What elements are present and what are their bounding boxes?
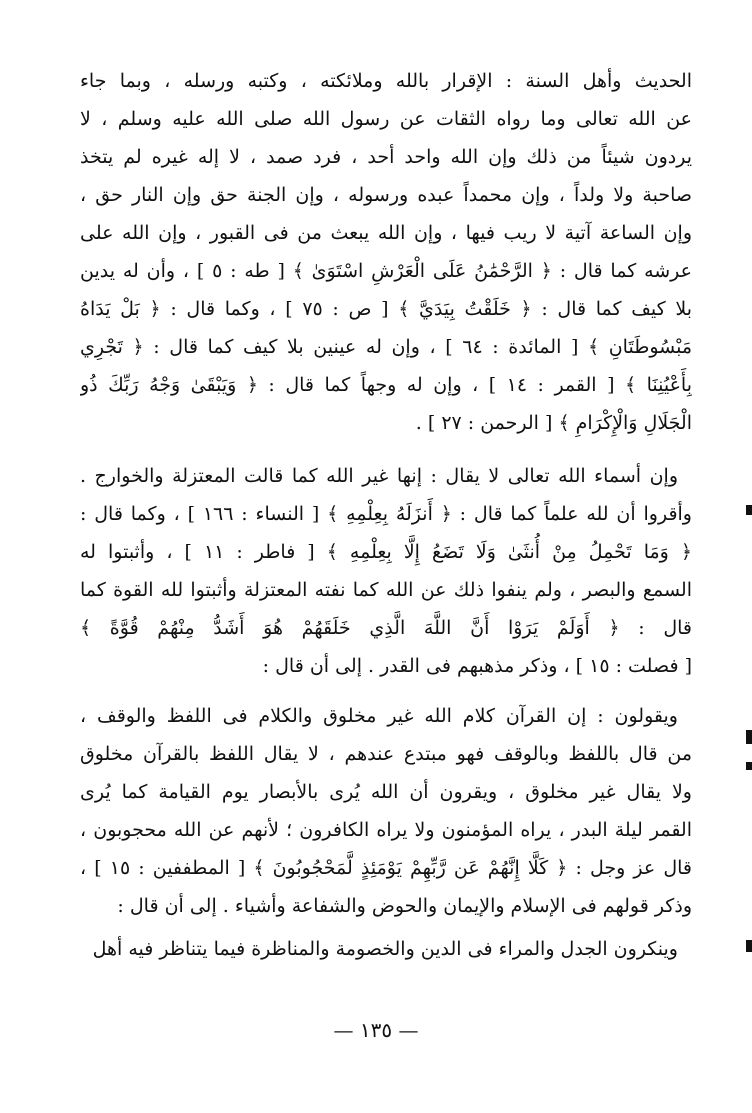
paragraph-1 xyxy=(80,62,692,442)
text-line: الْجَلَالِ وَالْإِكْرَامِ ﴾ [ الرحمن : ٢٧ ] . xyxy=(415,412,692,434)
text-line: بلا كيف كما قال : ﴿ خَلَقْتُ بِيَدَيَّ ﴾ [ ص : ٧٥ ] ، وكما قال : ﴿ بَلْ يَدَاهُ xyxy=(80,298,692,320)
text-line: عن الله تعالى وما رواه الثقات عن رسول الله صلى الله عليه وسلم ، لا xyxy=(80,108,692,130)
scan-edge-mark xyxy=(746,730,752,744)
text-line: قال : ﴿ أَوَلَمْ يَرَوْا أَنَّ اللَّهَ الَّذِي خَلَقَهُمْ هُوَ أَشَدُّ مِنْهُمْ قُوَّةً ﴾ xyxy=(80,617,692,639)
scan-edge-mark xyxy=(746,505,752,515)
text-line: ولا يقال غير مخلوق ، ويقرون أن الله يُرى بالأبصار يوم القيامة كما يُرى xyxy=(80,781,692,803)
text-line: بِأَعْيُنِنَا ﴾ [ القمر : ١٤ ] ، وإن له وجهاً كما قال : ﴿ وَيَبْقَىٰ وَجْهُ رَبِّكَ ذُو xyxy=(80,374,692,396)
text-line: مَبْسُوطَتَانِ ﴾ [ المائدة : ٦٤ ] ، وإن له عينين بلا كيف كما قال : ﴿ تَجْرِي xyxy=(80,336,692,358)
text-line: قال عز وجل : ﴿ كَلَّا إِنَّهُمْ عَن رَّبِّهِمْ يَوْمَئِذٍ لَّمَحْجُوبُونَ ﴾ [ المطففين : ١٥ ] ، xyxy=(80,857,692,879)
text-line: [ فصلت : ١٥ ] ، وذكر مذهبهم فى القدر . إلى أن قال : xyxy=(262,655,692,677)
text-line: وأقروا أن لله علماً كما قال : ﴿ أَنزَلَهُ بِعِلْمِهِ ﴾ [ النساء : ١٦٦ ] ، وكما قال : xyxy=(80,503,692,525)
text-line: يردون شيئاً من ذلك وإن الله واحد أحد ، فرد صمد ، لا إله غيره لم يتخذ xyxy=(80,146,692,168)
text-line: وينكرون الجدل والمراء فى الدين والخصومة والمناظرة فيما يتناظر فيه أهل xyxy=(92,938,678,960)
text-line: من قال باللفظ وبالوقف فهو مبتدع عندهم ، لا يقال اللفظ بالقرآن مخلوق xyxy=(80,743,692,765)
text-line: ﴿ وَمَا تَحْمِلُ مِنْ أُنثَىٰ وَلَا تَضَعُ إِلَّا بِعِلْمِهِ ﴾ [ فاطر : ١١ ] ، وأثبتوا له xyxy=(80,541,692,563)
paragraph-3 xyxy=(80,697,692,925)
paragraph-4 xyxy=(80,930,692,968)
scan-edge-mark xyxy=(746,762,752,770)
text-line: الحديث وأهل السنة : الإقرار بالله وملائكته ، وكتبه ورسله ، وبما جاء xyxy=(80,70,692,92)
text-line: ويقولون : إن القرآن كلام الله غير مخلوق والكلام فى اللفظ والوقف ، xyxy=(80,705,678,727)
text-line: صاحبة ولا ولداً ، وإن محمداً عبده ورسوله ، وإن الجنة حق وإن النار حق ، xyxy=(80,184,692,206)
scan-edge-mark xyxy=(746,940,752,952)
text-line: وإن الساعة آتية لا ريب فيها ، وإن الله يبعث من فى القبور ، وإن الله على xyxy=(80,222,692,244)
text-line: وذكر قولهم فى الإسلام والإيمان والحوض والشفاعة وأشياء . إلى أن قال : xyxy=(117,895,692,917)
text-line: القمر ليلة البدر ، يراه المؤمنون ولا يراه الكافرون ؛ لأنهم عن الله محجوبون ، xyxy=(80,819,692,841)
page-number: — ١٣٥ — xyxy=(333,1018,419,1042)
text-line: السمع والبصر ، ولم ينفوا ذلك عن الله كما نفته المعتزلة وأثبتوا لله القوة كما xyxy=(80,579,692,601)
text-line: وإن أسماء الله تعالى لا يقال : إنها غير الله كما قالت المعتزلة والخوارج . xyxy=(80,465,678,487)
paragraph-2 xyxy=(80,457,692,685)
text-line: عرشه كما قال : ﴿ الرَّحْمَٰنُ عَلَى الْعَرْشِ اسْتَوَىٰ ﴾ [ طه : ٥ ] ، وأن له يدين xyxy=(80,260,692,282)
